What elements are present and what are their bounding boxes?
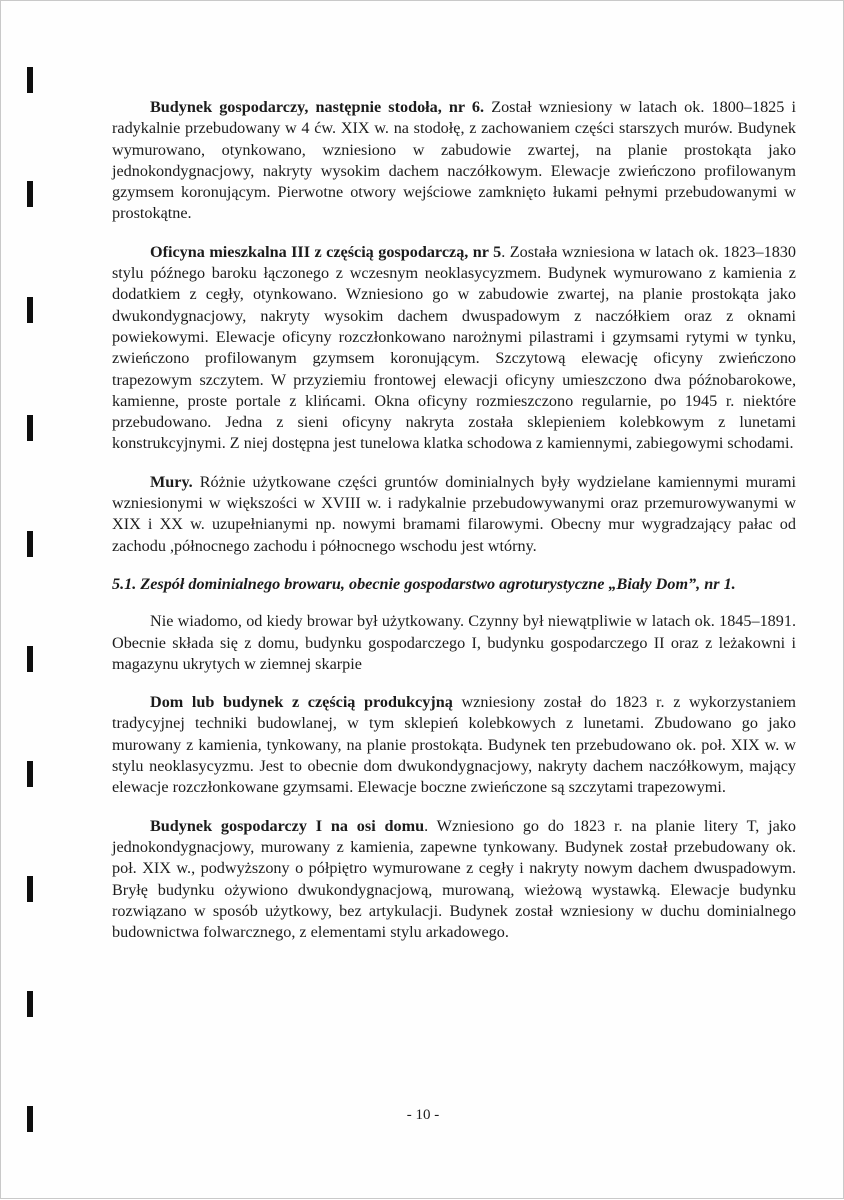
paragraph-heading: Mury. xyxy=(150,472,193,491)
paragraph-heading: Oficyna mieszkalna III z częścią gospodarczą, nr 5 xyxy=(150,242,502,261)
binding-mark xyxy=(27,876,33,902)
paragraph-text: . Została wzniesiona w latach ok. 1823–1830 stylu późnego baroku łączonego z wczesnym neoklasycyzmem. Budynek wymurowano z kamienia z dodatkiem z cegły, otynkowano. Wzniesiono go w zabudowie zwartej, na planie prostokąta jako dwukondygnacjowy, nakryty wysokim dachem dwuspadowym z naczółkiem oraz z oknami powiekowymi. Elewacje oficyny rozczłonkowano narożnymi pilastrami i gzymsami rytymi w tynku, zwieńczono profilowanym gzymsem koronującym. Szczytową elewację oficyny zwieńczono trapezowym szczytem. W przyziemiu frontowej elewacji oficyny umieszczono dwa późnobarokowe, kamienne, proste portale z klińcami. Okna oficyny rozmieszczono regularnie, po 1945 r. niektóre przebudowano. Jedna z sieni oficyny nakryta została sklepieniem kolebkowym z lunetami konstrukcyjnymi. Z niej dostępna jest tunelowa klatka schodowa z kamiennymi, zabiegowymi schodami. xyxy=(112,242,796,453)
paragraph-brewery-intro xyxy=(112,611,796,675)
paragraph-heading: Budynek gospodarczy, następnie stodoła, nr 6. xyxy=(150,98,485,116)
paragraph-text: Nie wiadomo, od kiedy browar był użytkowany. Czynny był niewątpliwie w latach ok. 1845–1891. Obecnie składa się z domu, budynku gospodarczego I, budynku gospodarczego II oraz z leżakowni i magazynu ukrytych w ziemnej skarpie xyxy=(112,612,796,673)
paragraph-walls xyxy=(112,472,796,557)
paragraph-heading: Budynek gospodarczy I na osi domu xyxy=(150,816,425,835)
paragraph-building-6 xyxy=(112,97,796,225)
binding-mark xyxy=(27,761,33,787)
binding-mark xyxy=(27,646,33,672)
paragraph-house xyxy=(112,692,796,798)
binding-hole-marks xyxy=(1,1,41,1200)
paragraph-heading: Dom lub budynek z częścią produkcyjną xyxy=(150,693,453,712)
page-number: - 10 - xyxy=(406,1107,440,1123)
binding-mark xyxy=(27,415,33,441)
document-body xyxy=(112,97,796,960)
binding-mark xyxy=(27,181,33,207)
paragraph-farm-building-1 xyxy=(112,816,796,944)
binding-mark xyxy=(27,67,33,93)
paragraph-annex-5 xyxy=(112,242,796,455)
binding-mark xyxy=(27,531,33,557)
binding-mark xyxy=(27,991,33,1017)
paragraph-text: Różnie użytkowane części gruntów dominialnych były wydzielane kamiennymi murami wzniesionymi w większości w XVIII w. i radykalnie przebudowywanymi oraz przemurowywanymi w XIX i XX w. uzupełnianymi np. nowymi bramami filarowymi. Obecny mur wygradzający pałac od zachodu ,północnego zachodu i północnego wschodu jest wtórny. xyxy=(112,472,796,555)
binding-mark xyxy=(27,297,33,323)
paragraph-text: Został wzniesiony w latach ok. 1800–1825 i radykalnie przebudowany w 4 ćw. XIX w. na stodołę, z zachowaniem części starszych murów. Budynek wymurowano, otynkowano, wzniesiono w zabudowie zwartej, na planie prostokąta jako jednokondygnacjowy, nakryty wysokim dachem naczółkowym. Elewacje zwieńczono profilowanym gzymsem koronującym. Pierwotne otwory wejściowe zamknięto łukami pełnymi przebudowanymi w prostokątne. xyxy=(112,98,796,223)
paragraph-text: wzniesiony został do 1823 r. z wykorzystaniem tradycyjnej techniki budowlanej, w tym sklepień kolebkowych z lunetami. Zbudowano go jako murowany z kamienia, tynkowany, na planie prostokąta. Budynek ten przebudowano ok. poł. XIX w. w stylu neoklasycyzmu. Jest to obecnie dom dwukondygnacjowy, nakryty dachem naczółkowym, mający elewacje rozczłonkowane gzymsami. Elewacje boczne zwieńczone są szczytami trapezowymi. xyxy=(112,693,796,797)
section-heading: 5.1. Zespół dominialnego browaru, obecnie gospodarstwo agroturystyczne „Biały Dom”, nr 1. xyxy=(112,574,736,593)
paragraph-text: . Wzniesiono go do 1823 r. na planie litery T, jako jednokondygnacjowy, murowany z kamienia, zapewne tynkowany. Budynek został przebudowany ok. poł. XIX w., podwyższony o półpiętro wymurowane z cegły i nakryty nowym dachem dwuspadowym. Bryłę budynku ożywiono dwukondygnacjową, murowaną, wieżową wystawką. Elewacje budynku rozwiązano w sposób użytkowy, bez artykulacji. Budynek został wzniesiony w duchu dominialnego budownictwa folwarcznego, z elementami stylu arkadowego. xyxy=(112,816,796,942)
